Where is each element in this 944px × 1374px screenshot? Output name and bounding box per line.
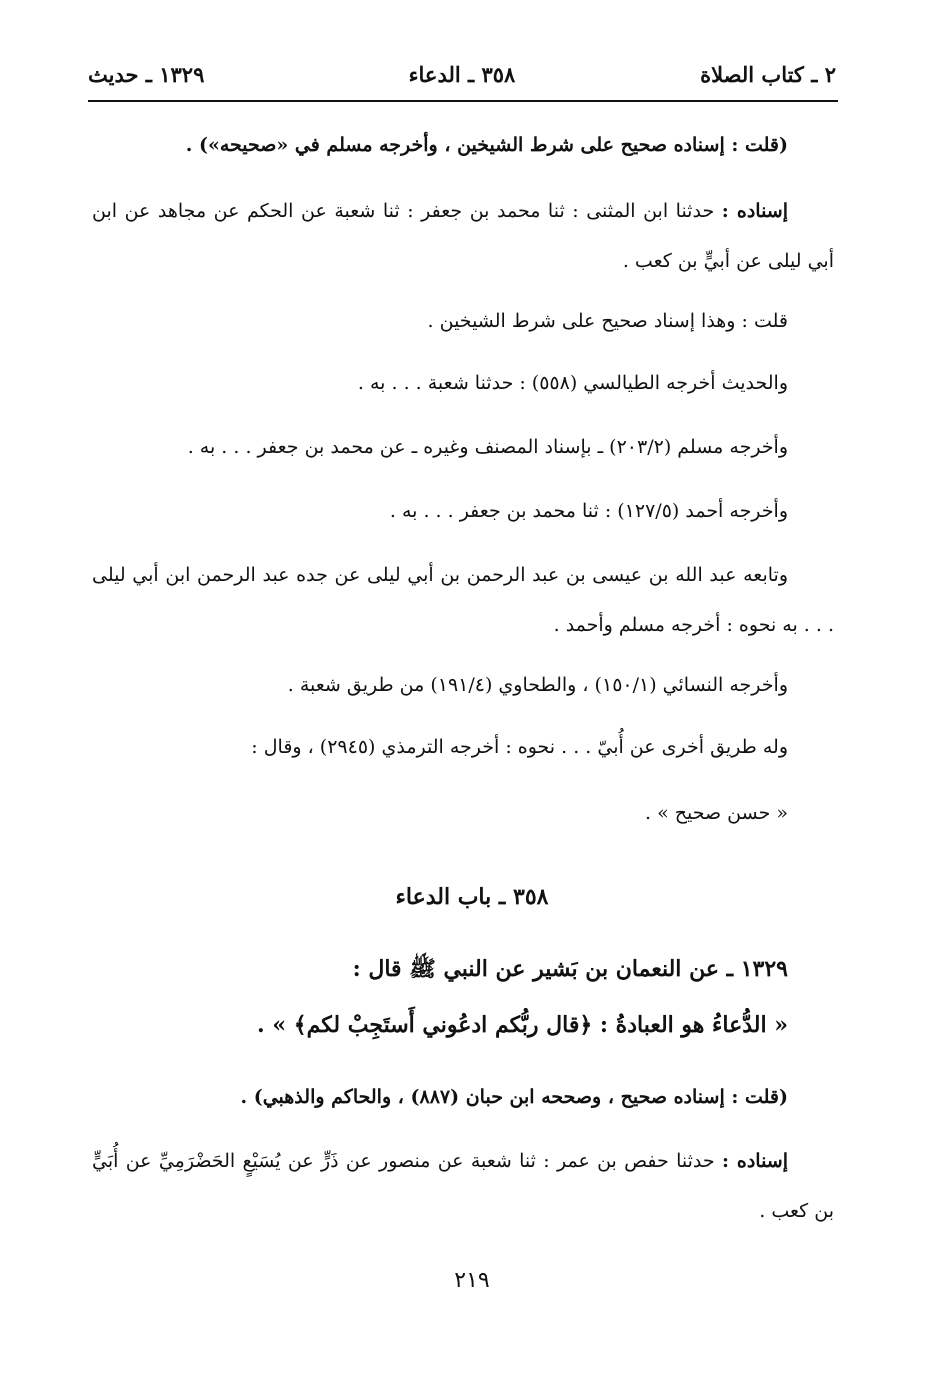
section-title: ٣٥٨ ـ باب الدعاء	[395, 884, 549, 910]
paragraph-3-text: قلت : وهذا إسناد صحيح على شرط الشيخين .	[427, 310, 788, 332]
paragraph-10	[92, 788, 788, 838]
paragraph-7	[92, 550, 834, 650]
paragraph-8	[92, 660, 788, 710]
paragraph-8-text: وأخرجه النسائي (١٥٠/١) ، والطحاوي (١٩١/٤) من طريق شعبة .	[287, 674, 788, 696]
paragraph-3	[92, 296, 788, 346]
paragraph-10-text: « حسن صحيح » .	[644, 802, 788, 824]
header-section: ٣٥٨ ـ الدعاء	[408, 62, 516, 87]
paragraph-2-lead: إسناده :	[721, 200, 789, 222]
paragraph-7-text: وتابعه عبد الله بن عيسى بن عبد الرحمن بن أبي ليلى عن جده عبد الرحمن ابن أبي ليلى . . . به نحوه : أخرجه مسلم وأحمد .	[92, 564, 834, 636]
paragraph-2	[92, 186, 834, 286]
paragraph-5	[92, 422, 788, 472]
paragraph-6-text: وأخرجه أحمد (١٢٧/٥) : ثنا محمد بن جعفر . . . به .	[389, 500, 788, 522]
page-number: ٢١٩	[454, 1268, 490, 1293]
paragraph-9-text: وله طريق أخرى عن أُبيّ . . . نحوه : أخرجه الترمذي (٢٩٤٥) ، وقال :	[251, 736, 788, 758]
paragraph-6	[92, 486, 788, 536]
paragraph-5-text: وأخرجه مسلم (٢٠٣/٢) ـ بإسناد المصنف وغيره ـ عن محمد بن جعفر . . . به .	[187, 436, 788, 458]
authentication-note: (قلت : إسناده صحيح ، وصححه ابن حبان (٨٨٧) ، والحاكم والذهبي) .	[240, 1086, 788, 1108]
running-header	[88, 62, 836, 96]
paragraph-4	[92, 358, 788, 408]
isnad-paragraph	[92, 1136, 834, 1236]
paragraph-1	[92, 120, 788, 170]
isnad-text: حدثنا حفص بن عمر : ثنا شعبة عن منصور عن ذَرٍّ عن يُسَيْعٍ الحَضْرَمِيِّ عن أُبَيٍّ بن كعب .	[92, 1150, 834, 1222]
paragraph-1-lead: (قلت : إسناده صحيح على شرط الشيخين ، وأخرجه مسلم في «صحيحه») .	[185, 134, 788, 156]
paragraph-4-text: والحديث أخرجه الطيالسي (٥٥٨) : حدثنا شعبة . . . به .	[357, 372, 788, 394]
header-chapter: ٢ ـ كتاب الصلاة	[700, 62, 836, 87]
paragraph-9	[92, 722, 788, 772]
paragraph-2-text: حدثنا ابن المثنى : ثنا محمد بن جعفر : ثنا شعبة عن الحكم عن مجاهد عن ابن أبي ليلى عن أبيٍّ بن كعب .	[92, 200, 834, 272]
hadith-line-2: « الدُّعاءُ هو العبادةُ : ﴿قال ربُّكم ادعُوني أَستَجِبْ لكم﴾ » .	[257, 1012, 788, 1038]
header-rule	[88, 100, 838, 102]
header-hadith-number: ١٣٢٩ ـ حديث	[88, 62, 205, 87]
isnad-lead: إسناده :	[721, 1150, 789, 1172]
hadith-line-1: ١٣٢٩ ـ عن النعمان بن بَشير عن النبي ﷺ قال :	[352, 956, 788, 982]
